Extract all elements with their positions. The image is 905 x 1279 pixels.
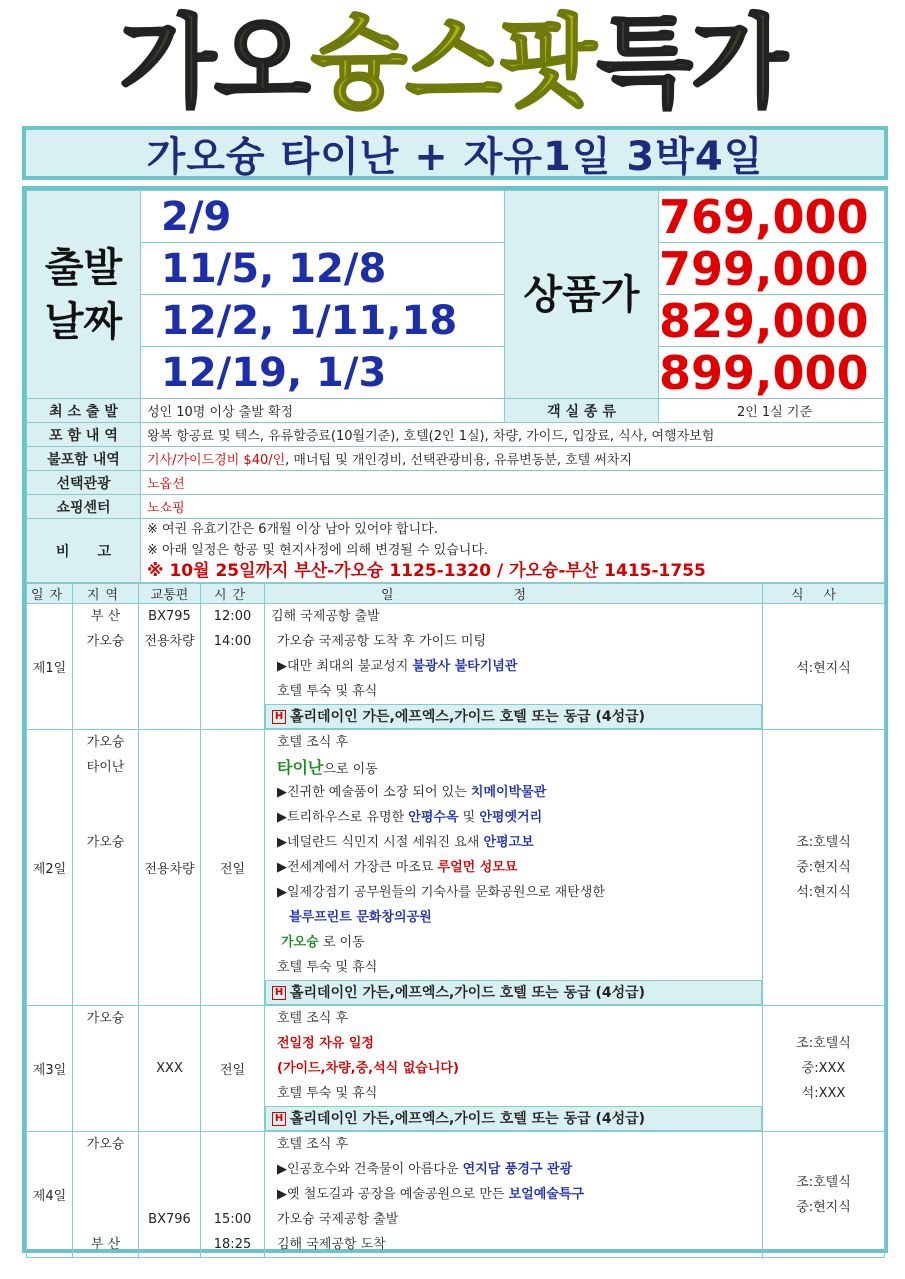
region-cell: 가오슝 타이난 가오슝 [73, 730, 139, 1006]
depart-date: 2/9 [141, 191, 505, 243]
depart-label: 출발 날짜 [27, 191, 141, 399]
price-label: 상품가 [505, 191, 659, 399]
day-row [27, 1006, 885, 1132]
time-cell: 15:00 18:25 [201, 1132, 265, 1258]
hotel-line: H 홀리데이인 가든,에프엑스,가이드 호텔 또는 동급 (4성급) [265, 1106, 762, 1131]
note-line: ※ 10월 25일까지 부산-가오슝 1125-1320 / 가오슝-부산 1415-1755 [147, 561, 706, 581]
room-label: 객 실 종 류 [505, 399, 659, 423]
header-transport: 교통편 [139, 584, 201, 604]
header-time: 시간 [201, 584, 265, 604]
min-depart-value: 성인 10명 이상 출발 확정 [141, 399, 505, 423]
price-table [26, 190, 885, 583]
hotel-icon: H [272, 1112, 286, 1126]
shopping-label: 쇼핑센터 [27, 495, 141, 519]
depart-date: 11/5, 12/8 [141, 243, 505, 295]
title-part-2: 슝스팟 [310, 4, 595, 121]
note-line: ※ 아래 일정은 항공 및 현지사정에 의해 변경될 수 있습니다. [147, 543, 489, 558]
hotel-line: H 홀리데이인 가든,에프엑스,가이드 호텔 또는 동급 (4성급) [265, 704, 762, 729]
day-label: 제1일 [27, 604, 73, 730]
include-label: 포 함 내 역 [27, 423, 141, 447]
price-value: 829,000 [659, 295, 885, 347]
exclude-value: 기사/가이드경비 $40/인, 매너팁 및 개인경비, 선택관광비용, 유류변동분, 호텔 써차지 [141, 447, 885, 471]
transport-cell: BX796 [139, 1132, 201, 1258]
region-cell: 가오슝 부 산 [73, 1132, 139, 1258]
min-depart-label: 최 소 출 발 [27, 399, 141, 423]
time-cell: 12:00 14:00 [201, 604, 265, 730]
title-part-3: 특가 [596, 4, 786, 121]
hotel-line: H 홀리데이인 가든,에프엑스,가이드 호텔 또는 동급 (4성급) [265, 980, 762, 1005]
day-row [27, 1132, 885, 1258]
day-label: 제3일 [27, 1006, 73, 1132]
meal-cell: 조:호텔식 중:현지식 석:현지식 [763, 730, 885, 1006]
header-schedule: 일정 [265, 584, 763, 604]
option-value: 노옵션 [141, 471, 885, 495]
room-value: 2인 1실 기준 [659, 399, 885, 423]
time-cell: 전일 [201, 730, 265, 1006]
transport-cell: XXX [139, 1006, 201, 1132]
meal-cell: 조:호텔식 중:XXX 석:XXX [763, 1006, 885, 1132]
time-cell: 전일 [201, 1006, 265, 1132]
title-part-1: 가오 [119, 4, 309, 121]
note-label: 비 고 [27, 519, 141, 583]
subtitle-text: 가오슝 타이난 + 자유1일 3박4일 [146, 133, 764, 180]
meal-cell: 석:현지식 [763, 604, 885, 730]
schedule-cell: 김해 국제공항 출발 가오슝 국제공항 도착 후 가이드 미팅 ▶대만 최대의 불교성지 불광사 불타기념관 호텔 투숙 및 휴식 H 홀리데이인 가든,에프엑스,가이드 호텔 또는 동급 (4성급) [265, 604, 763, 730]
transport-cell: BX795 전용차량 [139, 604, 201, 730]
note-box [141, 519, 885, 583]
subtitle-banner [22, 126, 888, 180]
shopping-value: 노쇼핑 [141, 495, 885, 519]
schedule-cell: 호텔 조식 후 타이난으로 이동 ▶진귀한 예술품이 소장 되어 있는 치메이박물관 ▶트리하우스로 유명한 안평수옥 및 안평옛거리 ▶네덜란드 식민지 시절 세워진 요새 안평고보 ▶전세계에서 가장큰 마조묘 루얼먼 성모묘 ▶일제강점기 공무원들의 기숙사를 문화공원으로 재탄생한 블루프린트 문화창의공원 가오슝 로 이동 호텔 투숙 및 휴식 H 홀리데이인 가든,에프엑스,가이드 호텔 또는 동급 (4성급) [265, 730, 763, 1006]
product-frame [22, 186, 888, 1253]
schedule-table [26, 583, 885, 1258]
note-line: ※ 여권 유효기간은 6개월 이상 남아 있어야 합니다. [147, 522, 438, 537]
day-label: 제4일 [27, 1132, 73, 1258]
price-value: 769,000 [659, 191, 885, 243]
depart-date: 12/19, 1/3 [141, 347, 505, 399]
schedule-cell: 호텔 조식 후 전일정 자유 일정 (가이드,차량,중,석식 없습니다) 호텔 투숙 및 휴식 H 홀리데이인 가든,에프엑스,가이드 호텔 또는 동급 (4성급) [265, 1006, 763, 1132]
header-day: 일자 [27, 584, 73, 604]
day-row [27, 730, 885, 1006]
price-value: 799,000 [659, 243, 885, 295]
exclude-label: 불포함 내역 [27, 447, 141, 471]
include-value: 왕복 항공료 및 텍스, 유류할증료(10월기준), 호텔(2인 1실), 차량, 가이드, 입장료, 식사, 여행자보험 [141, 423, 885, 447]
header-region: 지역 [73, 584, 139, 604]
hotel-icon: H [272, 710, 286, 724]
depart-date: 12/2, 1/11,18 [141, 295, 505, 347]
region-cell: 가오슝 [73, 1006, 139, 1132]
day-row [27, 604, 885, 730]
region-cell: 부 산 가오슝 [73, 604, 139, 730]
price-value: 899,000 [659, 347, 885, 399]
page-title [0, 4, 905, 122]
header-meal: 식사 [763, 584, 885, 604]
option-label: 선택관광 [27, 471, 141, 495]
meal-cell: 조:호텔식 중:현지식 [763, 1132, 885, 1258]
hotel-icon: H [272, 986, 286, 1000]
transport-cell: 전용차량 [139, 730, 201, 1006]
schedule-cell: 호텔 조식 후 ▶인공호수와 건축물이 아름다운 연지담 풍경구 관광 ▶옛 철도길과 공장을 예술공원으로 만든 보얼예술특구 가오슝 국제공항 출발 김해 국제공항 도착 [265, 1132, 763, 1258]
day-label: 제2일 [27, 730, 73, 1006]
